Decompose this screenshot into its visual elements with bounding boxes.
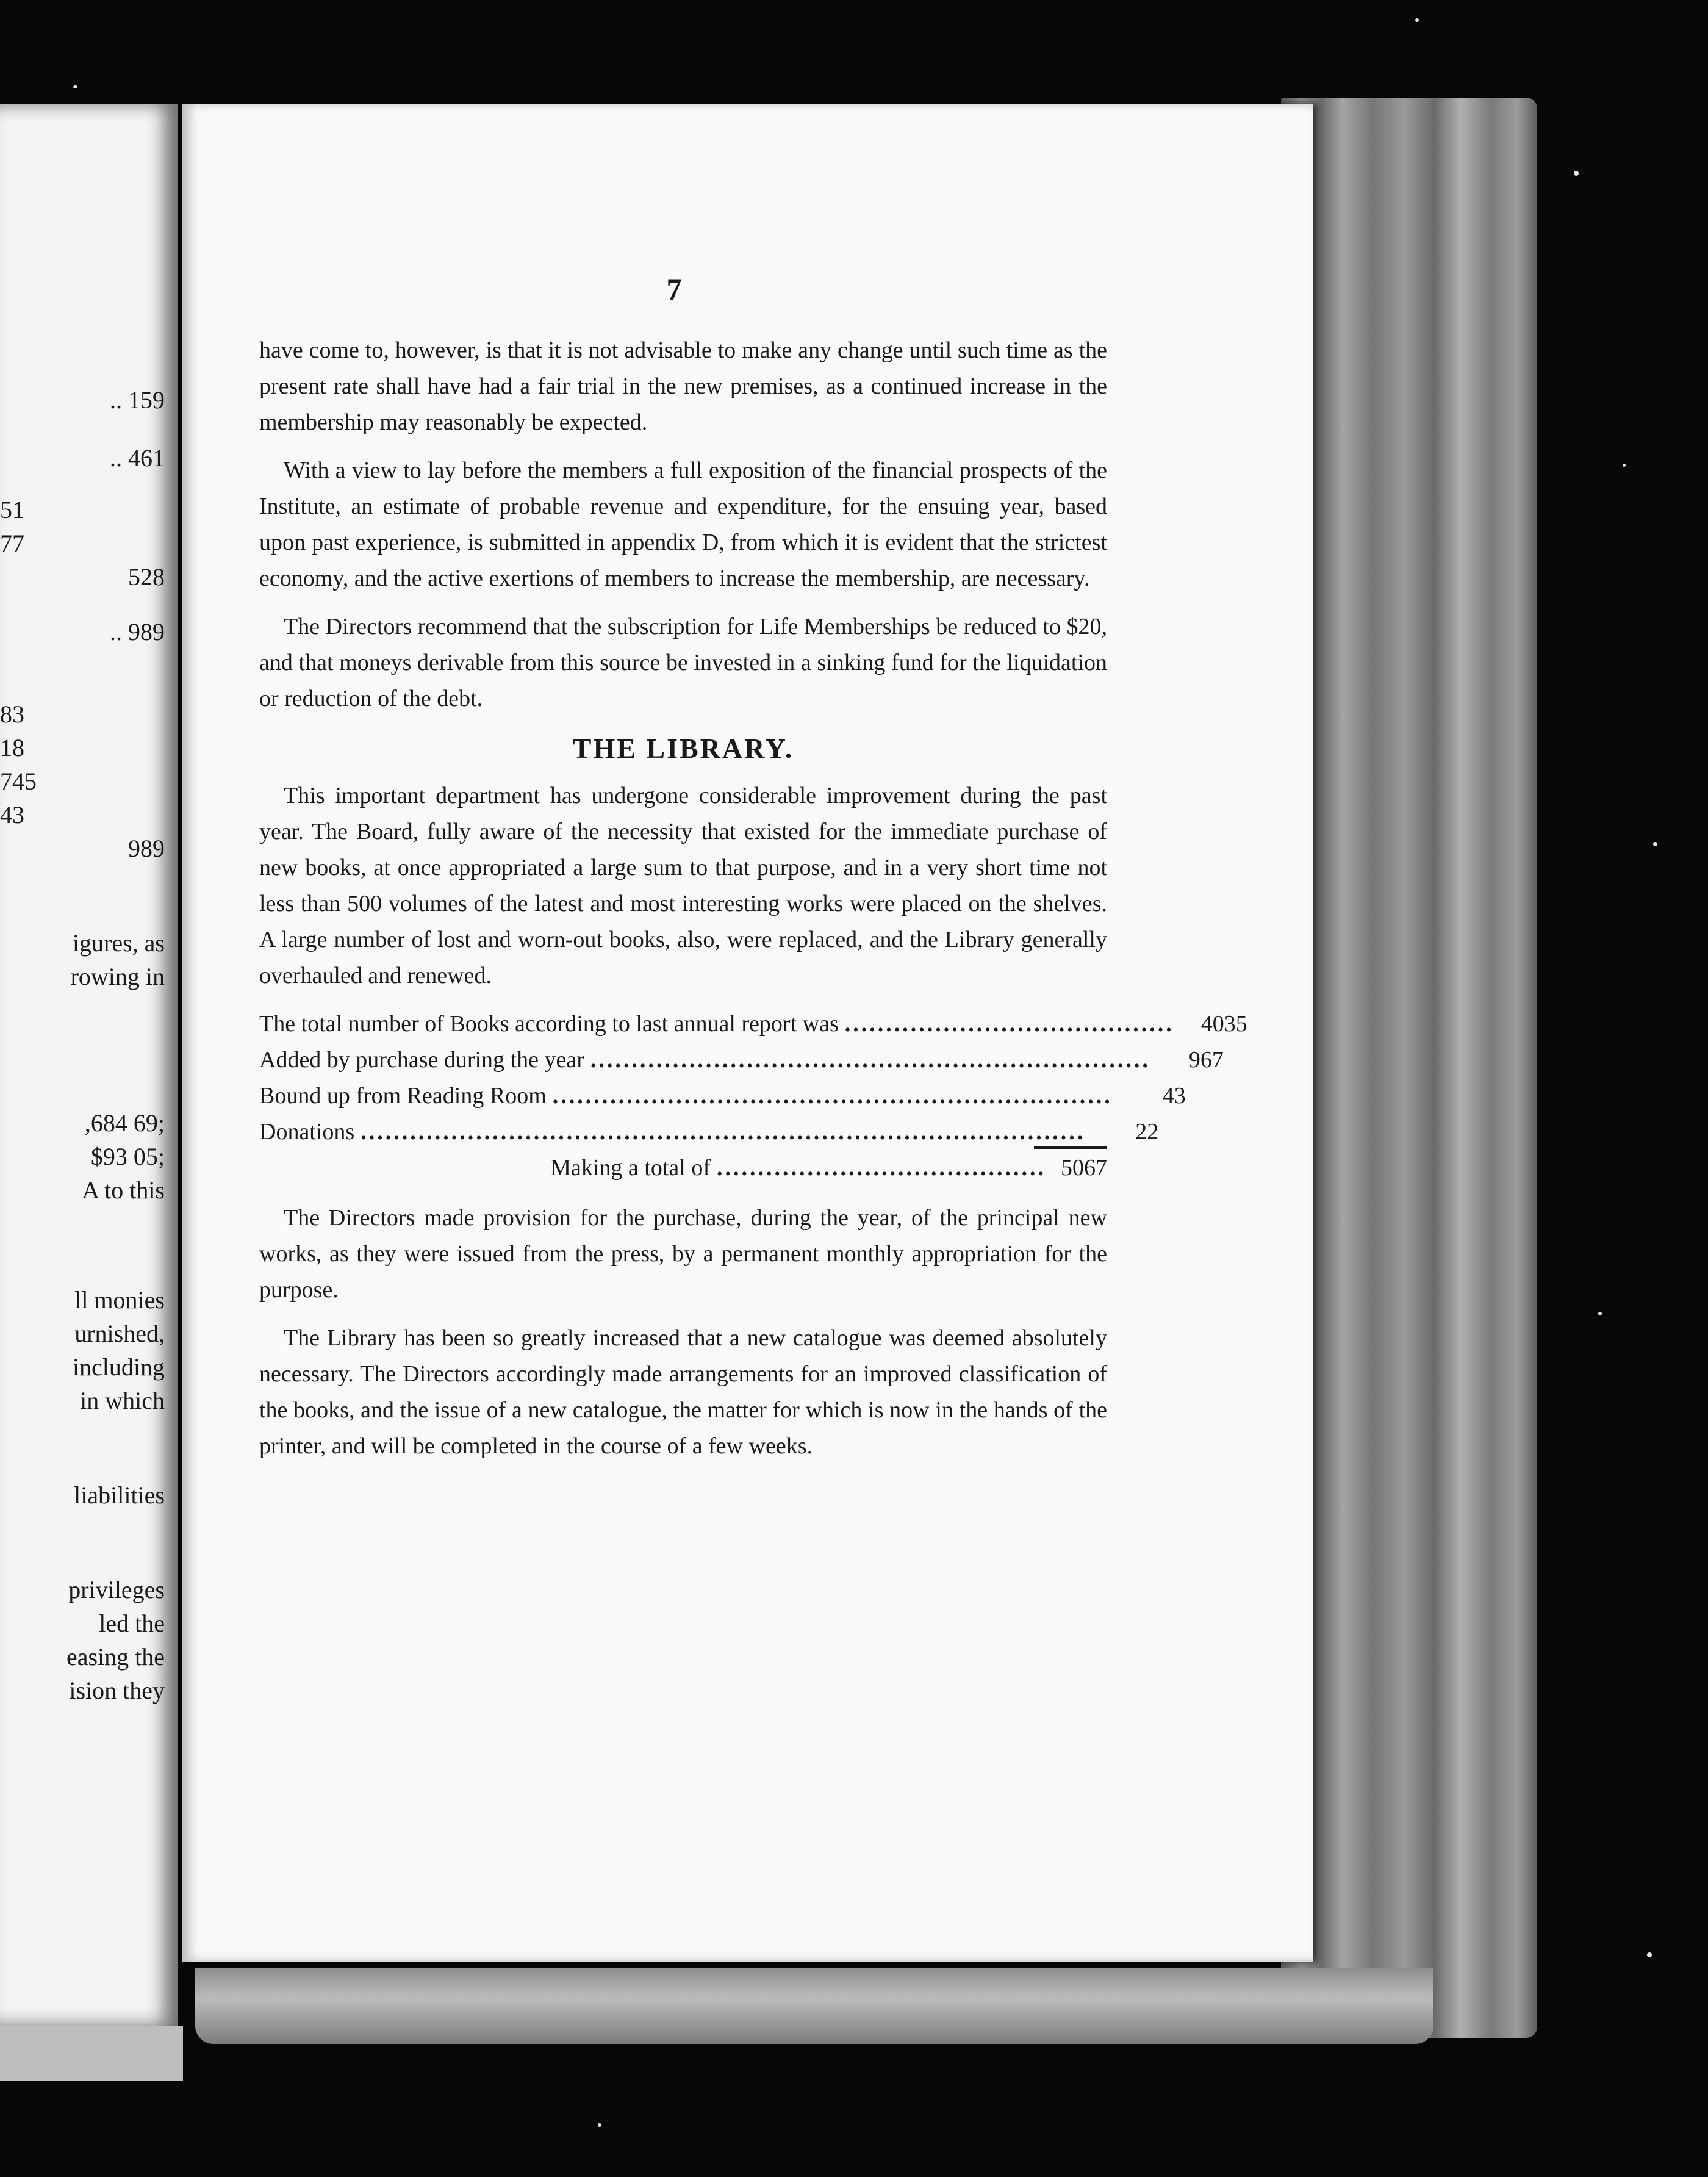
- scan-speck: [1623, 464, 1626, 467]
- facing-page-line: including: [72, 1353, 165, 1381]
- facing-page-line: urnished,: [74, 1320, 165, 1347]
- scan-speck: [1598, 1312, 1602, 1315]
- facing-page-line: A to this: [82, 1176, 165, 1204]
- facing-page-line: liabilities: [74, 1481, 165, 1509]
- paragraph: have come to, however, is that it is not advisable to make any change until such time as the present rate shall have had a fair trial in the new premises, as a continued increase in the membership may reasonably be expected.: [259, 337, 1107, 435]
- ledger-value: 22: [1135, 1119, 1159, 1145]
- ledger-row: [259, 1078, 1186, 1114]
- scan-speck: [1574, 171, 1579, 176]
- ledger-label: Added by purchase during the year: [259, 1047, 584, 1073]
- facing-page-line: .. 989: [110, 618, 165, 646]
- leader-dots: ........................................................................................: [361, 1119, 1086, 1145]
- scan-speck: [1415, 18, 1419, 22]
- facing-page-line: rowing in: [70, 963, 165, 990]
- page-number: 7: [666, 272, 682, 306]
- book-page-edges: [1281, 98, 1537, 2038]
- scan-speck: [1647, 1952, 1652, 1957]
- paragraph: With a view to lay before the members a full exposition of the financial prospects of the Institute, an estimate of probable revenue and expenditure, for the ensuing year, based upon past experience, is submitted in appendix D, from which it is evident that the strictest economy, and the active exertions of members to increase the membership, are necessary.: [259, 458, 1107, 591]
- facing-page-line: $93 05;: [90, 1143, 165, 1170]
- total-value: 5067: [1040, 1150, 1107, 1186]
- ledger-value: 967: [1188, 1047, 1224, 1073]
- ledger-row: [259, 1006, 1247, 1042]
- ledger-label: Bound up from Reading Room: [259, 1083, 547, 1109]
- scan-speck: [73, 85, 77, 88]
- facing-page-line: igures, as: [72, 929, 165, 957]
- total-label: Making a total of: [550, 1155, 711, 1181]
- page-text: [259, 333, 1247, 1477]
- leader-dots: ........................................: [717, 1155, 1046, 1181]
- facing-page-line: 989: [128, 835, 165, 862]
- ledger-value: 43: [1162, 1083, 1186, 1109]
- book-count-table: [259, 1006, 1247, 1193]
- ledger-label: The total number of Books according to last annual report was: [259, 1011, 839, 1037]
- leader-dots: ....................................................................: [590, 1047, 1150, 1073]
- book-cover-edge: [195, 1968, 1434, 2044]
- facing-page-line: 83: [0, 700, 24, 728]
- facing-page-line: in which: [80, 1387, 165, 1414]
- section-heading: THE LIBRARY.: [572, 733, 794, 764]
- paragraph: The Directors made provision for the purchase, during the year, of the principal new works, as they were issued from the press, by a permanent monthly appropriation for the purpose.: [259, 1205, 1107, 1303]
- ledger-total-row: [259, 1150, 1107, 1193]
- facing-page-line: 18: [0, 734, 24, 761]
- ledger-row: [259, 1042, 1224, 1078]
- facing-page-line: 528: [128, 563, 165, 591]
- scan-speck: [1653, 842, 1657, 846]
- scan-speck: [598, 2123, 601, 2127]
- paragraph: The Directors recommend that the subscription for Life Memberships be reduced to $20, and that moneys derivable from this source be invested in a sinking fund for the liquidation or reduction of the debt.: [259, 614, 1107, 711]
- facing-page-line: easing the: [66, 1643, 165, 1671]
- facing-page-line: ,684 69;: [84, 1109, 165, 1137]
- facing-page: [0, 104, 178, 2026]
- facing-page-line: .. 461: [110, 444, 165, 472]
- facing-page-line: privileges: [68, 1576, 165, 1603]
- ledger-label: Donations: [259, 1119, 355, 1145]
- leader-dots: ........................................: [844, 1011, 1174, 1037]
- facing-page-line: 745: [0, 768, 37, 795]
- facing-page-line: 51: [0, 496, 24, 524]
- paragraph: The Library has been so greatly increased that a new catalogue was deemed absolutely necessary. The Directors accordingly made arrangements for an improved classification of the books, and the issue of a new catalogue, the matter for which is now in the hands of the printer, and will be completed in the course of a few weeks.: [259, 1325, 1107, 1459]
- facing-page-line: 43: [0, 801, 24, 829]
- ledger-value: 4035: [1200, 1011, 1247, 1037]
- ledger-row: [259, 1114, 1159, 1150]
- facing-page-line: ision they: [69, 1677, 165, 1704]
- facing-page-line: .. 159: [110, 386, 165, 414]
- facing-page-edge: [0, 2026, 183, 2081]
- facing-page-line: 77: [0, 530, 24, 557]
- facing-page-line: ll monies: [74, 1286, 165, 1314]
- leader-dots: ....................................................................: [552, 1083, 1113, 1109]
- facing-page-line: led the: [99, 1610, 165, 1637]
- paragraph: This important department has undergone considerable improvement during the past year. The Board, fully aware of the necessity that existed for the immediate purchase of new books, at once appropriated a large sum to that purpose, and in a very short time not less than 500 volumes of the latest and most interesting works were placed on the shelves. A large number of lost and worn-out books, also, were replaced, and the Library generally overhauled and renewed.: [259, 783, 1107, 988]
